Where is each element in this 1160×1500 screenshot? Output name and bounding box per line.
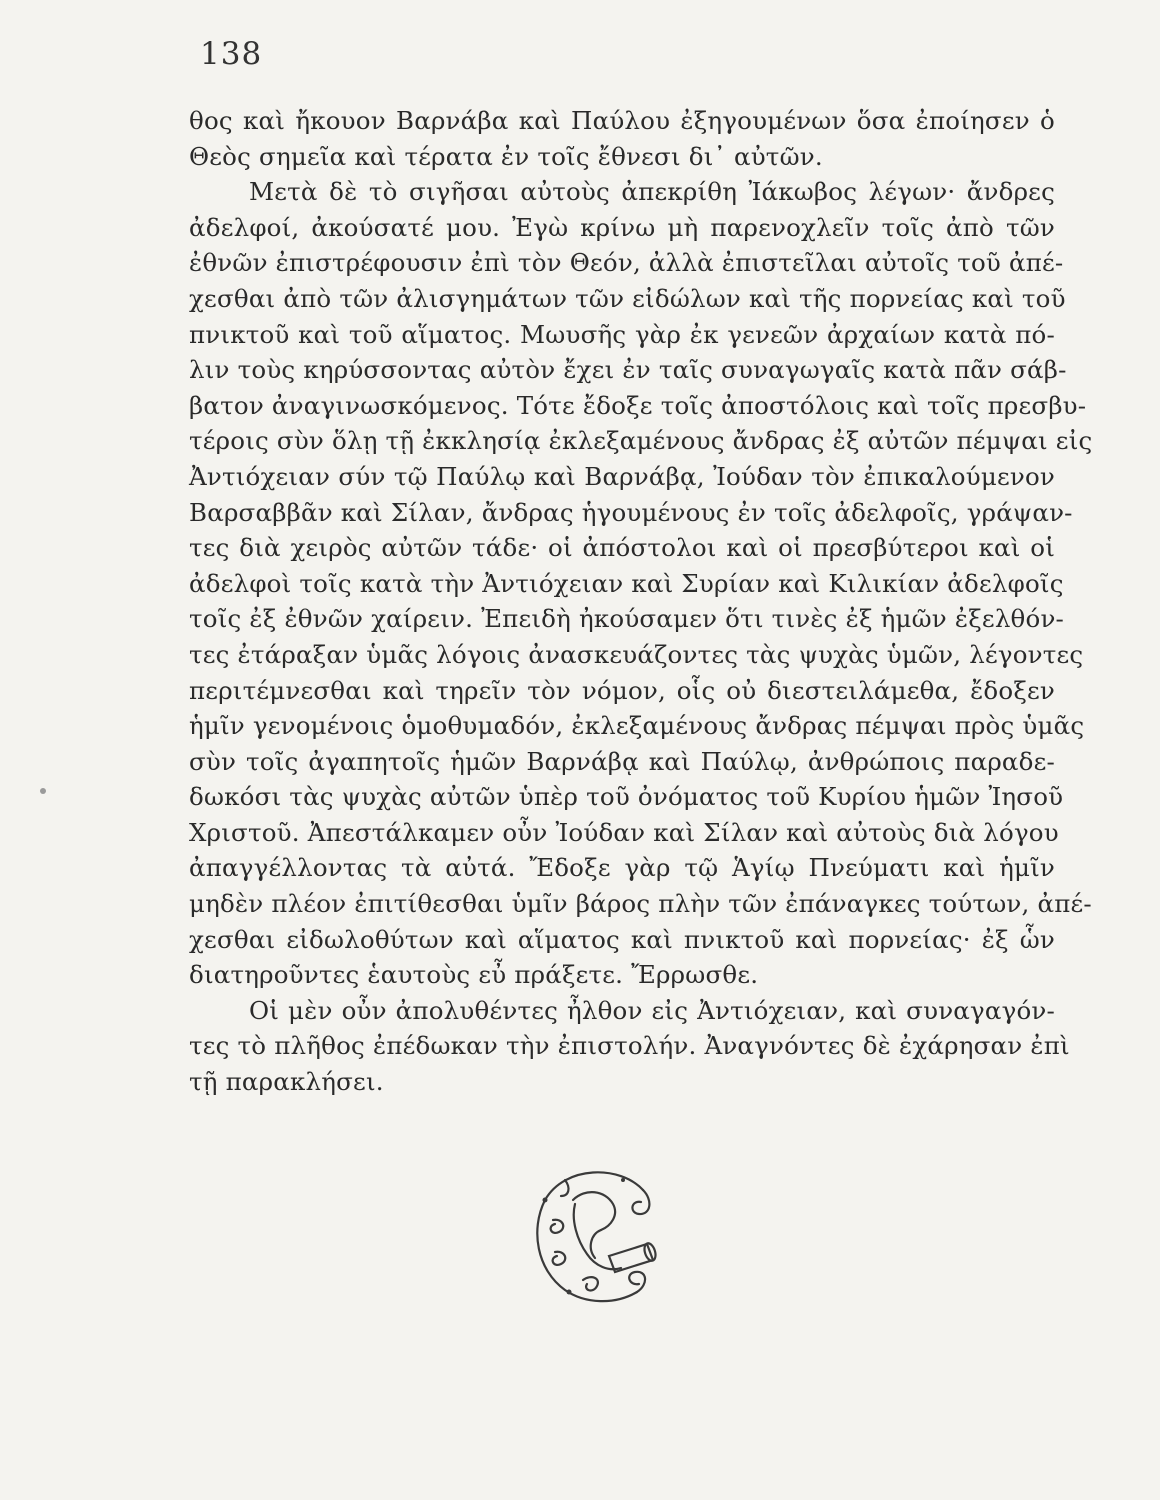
text-line: τες διὰ χειρὸς αὐτῶν τάδε· οἱ ἀπόστολοι καὶ οἱ πρεσβύτεροι καὶ οἱ (189, 533, 1055, 563)
text-line: ἀδελφοὶ τοῖς κατὰ τὴν Ἀντιόχειαν καὶ Συρίαν καὶ Κιλικίαν ἀδελφοῖς (189, 568, 1064, 598)
text-line: θος καὶ ἤκουον Βαρνάβα καὶ Παύλου ἐξηγουμένων ὅσα ἐποίησεν ὁ (189, 106, 1055, 135)
text-line: Μετὰ δὲ τὸ σιγῆσαι αὐτοὺς ἀπεκρίθη Ἰάκωβος λέγων· ἄνδρες (249, 177, 1055, 207)
text-line: χεσθαι ἀπὸ τῶν ἀλισγημάτων τῶν εἰδώλων καὶ τῆς πορνείας καὶ τοῦ (189, 283, 1066, 313)
text-line: Βαρσαββᾶν καὶ Σίλαν, ἄνδρας ἡγουμένους ἐν τοῖς ἀδελφοῖς, γράψαν- (189, 497, 1073, 527)
text-line: Χριστοῦ. Ἀπεστάλκαμεν οὖν Ἰούδαν καὶ Σίλαν καὶ αὐτοὺς διὰ λόγου (189, 817, 1059, 847)
scroll-vignette-icon (525, 1160, 675, 1310)
page-number: 138 (200, 36, 263, 72)
text-line: ἐθνῶν ἐπιστρέφουσιν ἐπὶ τὸν Θεόν, ἀλλὰ ἐπιστεῖλαι αὐτοῖς τοῦ ἀπέ- (189, 248, 1064, 278)
text-line: σὺν τοῖς ἀγαπητοῖς ἡμῶν Βαρνάβᾳ καὶ Παύλῳ, ἀνθρώποις παραδε- (189, 746, 1055, 776)
text-line: Θεὸς σημεῖα καὶ τέρατα ἐν τοῖς ἔθνεσι δι᾽ αὐτῶν. (189, 141, 823, 171)
text-line: βατον ἀναγινωσκόμενος. Τότε ἔδοξε τοῖς ἀποστόλοις καὶ τοῖς πρεσβυ- (189, 390, 1087, 420)
text-line: τῇ παρακλήσει. (189, 1067, 384, 1097)
text-line: δωκόσι τὰς ψυχὰς αὐτῶν ὑπὲρ τοῦ ὀνόματος τοῦ Κυρίου ἡμῶν Ἰησοῦ (189, 782, 1064, 812)
text-line: χεσθαι εἰδωλοθύτων καὶ αἵματος καὶ πνικτοῦ καὶ πορνείας· ἐξ ὧν (189, 924, 1055, 954)
text-line: Ἀντιόχειαν σύν τῷ Παύλῳ καὶ Βαρνάβᾳ, Ἰούδαν τὸν ἐπικαλούμενον (189, 461, 1055, 491)
text-line: περιτέμνεσθαι καὶ τηρεῖν τὸν νόμον, οἷς οὐ διεστειλάμεθα, ἔδοξεν (189, 675, 1055, 705)
text-line: πνικτοῦ καὶ τοῦ αἵματος. Μωυσῆς γὰρ ἐκ γενεῶν ἀρχαίων κατὰ πό- (189, 319, 1055, 349)
body-text (189, 103, 1093, 1100)
text-line: ἡμῖν γενομένοις ὁμοθυμαδόν, ἐκλεξαμένους ἄνδρας πέμψαι πρὸς ὑμᾶς (189, 711, 1085, 741)
paper-speck (40, 788, 46, 794)
text-line: τες ἐτάραξαν ὑμᾶς λόγοις ἀνασκευάζοντες τὰς ψυχὰς ὑμῶν, λέγοντες (189, 639, 1084, 669)
text-line: λιν τοὺς κηρύσσοντας αὐτὸν ἔχει ἐν ταῖς συναγωγαῖς κατὰ πᾶν σάβ- (189, 355, 1067, 385)
text-line: Οἱ μὲν οὖν ἀπολυθέντες ἦλθον εἰς Ἀντιόχειαν, καὶ συναγαγόν- (249, 995, 1055, 1025)
text-line: τέροις σὺν ὅλῃ τῇ ἐκκλησίᾳ ἐκλεξαμένους ἄνδρας ἐξ αὐτῶν πέμψαι εἰς (189, 426, 1093, 456)
text-line: ἀδελφοί, ἀκούσατέ μου. Ἐγὼ κρίνω μὴ παρενοχλεῖν τοῖς ἀπὸ τῶν (189, 212, 1055, 242)
text-line: διατηροῦντες ἑαυτοὺς εὖ πράξετε. Ἔρρωσθε. (189, 960, 759, 990)
text-line: ἀπαγγέλλοντας τὰ αὐτά. Ἔδοξε γὰρ τῷ Ἁγίῳ Πνεύματι καὶ ἡμῖν (189, 853, 1055, 883)
text-line: τοῖς ἐξ ἐθνῶν χαίρειν. Ἐπειδὴ ἠκούσαμεν ὅτι τινὲς ἐξ ἡμῶν ἐξελθόν- (189, 604, 1065, 634)
text-line: μηδὲν πλέον ἐπιτίθεσθαι ὑμῖν βάρος πλὴν τῶν ἐπάναγκες τούτων, ἀπέ- (189, 889, 1092, 919)
text-line: τες τὸ πλῆθος ἐπέδωκαν τὴν ἐπιστολήν. Ἀναγνόντες δὲ ἐχάρησαν ἐπὶ (189, 1031, 1070, 1061)
